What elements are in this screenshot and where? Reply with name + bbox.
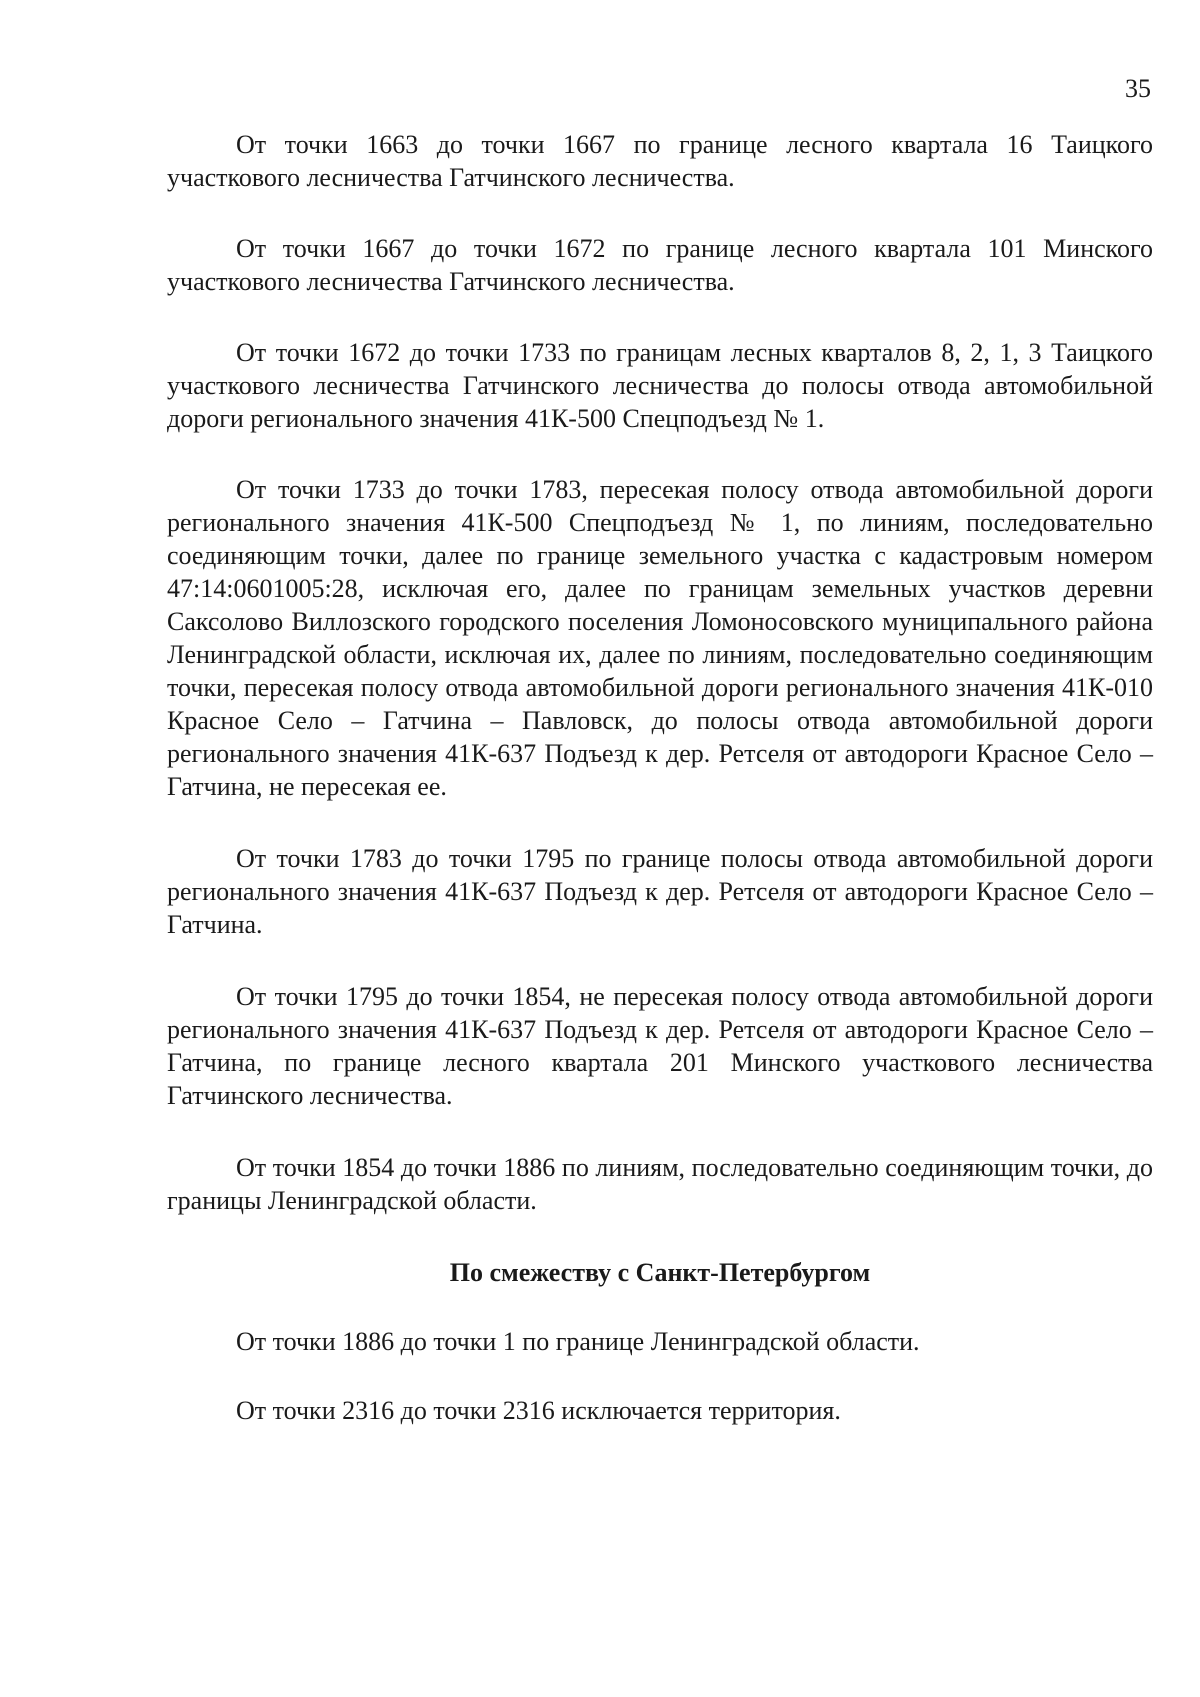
page-number: 35 [1125, 74, 1151, 103]
paragraph-6: От точки 1795 до точки 1854, не пересекая полосу отвода автомобильной дороги регионального значения 41К-637 Подъезд к дер. Ретселя от автодороги Красное Село – Гатчина, по границе лесного квартала 201 Минского участкового лесничества Гатчинского лесничества. [167, 982, 1153, 1110]
section-paragraph-2: От точки 2316 до точки 2316 исключается территория. [236, 1396, 841, 1425]
paragraph-3: От точки 1672 до точки 1733 по границам лесных кварталов 8, 2, 1, 3 Таицкого участкового лесничества Гатчинского лесничества до полосы отвода автомобильной дороги регионального значения 41К-500 Спецподъезд № 1. [167, 338, 1153, 433]
section-heading: По смежеству с Санкт-Петербургом [449, 1258, 871, 1287]
document-body [167, 128, 1153, 1427]
paragraph-2: От точки 1667 до точки 1672 по границе лесного квартала 101 Минского участкового лесничества Гатчинского лесничества. [167, 234, 1153, 296]
paragraph-4: От точки 1733 до точки 1783, пересекая полосу отвода автомобильной дороги регионального значения 41К-500 Спецподъезд № 1, по линиям, последовательно соединяющим точки, далее по границе земельного участка с кадастровым номером 47:14:0601005:28, исключая его, далее по границам земельных участков деревни Саксолово Виллозского городского поселения Ломоносовского муниципального района Ленинградской области, исключая их, далее по линиям, последовательно соединяющим точки, пересекая полосу отвода автомобильной дороги регионального значения 41К-010 Красное Село – Гатчина – Павловск, до полосы отвода автомобильной дороги регионального значения 41К-637 Подъезд к дер. Ретселя от автодороги Красное Село – Гатчина, не пересекая ее. [167, 475, 1153, 801]
section-paragraph-1: От точки 1886 до точки 1 по границе Ленинградской области. [236, 1327, 920, 1356]
paragraph-7: От точки 1854 до точки 1886 по линиям, последовательно соединяющим точки, до границы Ленинградской области. [167, 1153, 1153, 1215]
paragraph-5: От точки 1783 до точки 1795 по границе полосы отвода автомобильной дороги регионального значения 41К-637 Подъезд к дер. Ретселя от автодороги Красное Село – Гатчина. [167, 844, 1153, 939]
paragraph-1: От точки 1663 до точки 1667 по границе лесного квартала 16 Таицкого участкового лесничества Гатчинского лесничества. [167, 130, 1153, 192]
